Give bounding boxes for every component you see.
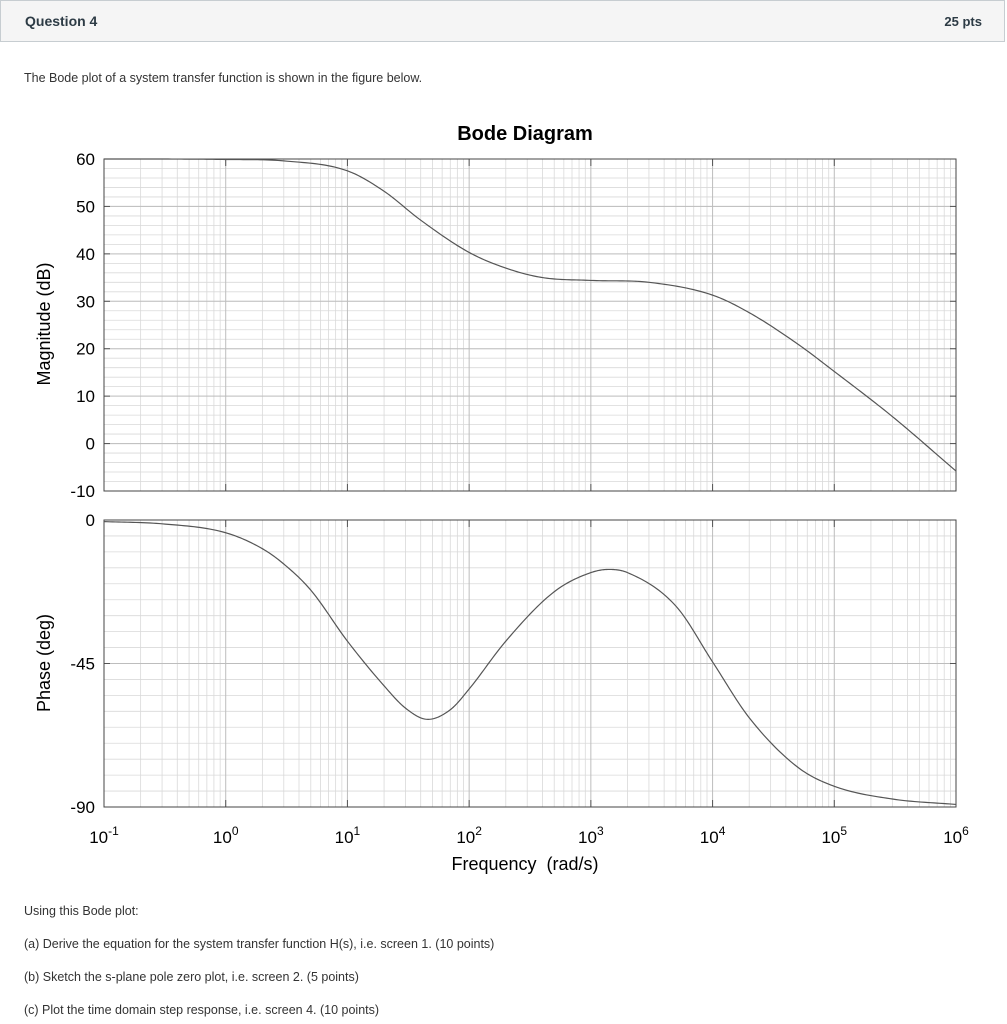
question-points: 25 pts (944, 13, 982, 29)
chart-title: Bode Diagram (457, 123, 593, 145)
part-c-text: (c) Plot the time domain step response, i.e. screen 4. (10 points) (24, 1003, 380, 1017)
xtick-label: $10^2$ (456, 824, 482, 847)
xtick-exponent: 3 (596, 824, 604, 838)
xtick-label: $10^4$ (699, 824, 726, 847)
magnitude-ytick-label: 60 (76, 150, 95, 169)
xtick-label: $10^6$ (943, 824, 969, 847)
xtick-label: $10^0$ (212, 824, 239, 847)
magnitude-ytick-label: 10 (76, 387, 95, 407)
xtick-exponent: 1 (353, 824, 361, 838)
magnitude-ytick-label: 50 (76, 197, 95, 217)
magnitude-ytick-label: 30 (76, 292, 95, 312)
bode-plot-svg (0, 100, 1007, 890)
xtick-exponent: 4 (718, 824, 726, 838)
phase-axis-label: Phase (deg) (34, 613, 54, 713)
xtick-exponent: 6 (962, 824, 969, 838)
question-prompt: The Bode plot of a system transfer function is shown in the figure below. (24, 71, 423, 85)
magnitude-ytick-label: 40 (76, 244, 95, 264)
xtick-exponent: 2 (475, 824, 482, 838)
phase-ytick-label: -45 (70, 654, 95, 674)
magnitude-plot-area (104, 159, 956, 491)
xtick-label: $10^5$ (821, 824, 848, 847)
xtick-exponent: -1 (108, 824, 119, 838)
phase-panel (70, 511, 969, 847)
phase-ytick-label: 0 (85, 511, 95, 530)
magnitude-ytick-label: 0 (85, 434, 95, 454)
xtick-exponent: 5 (840, 824, 848, 838)
xtick-label: $10^3$ (578, 824, 604, 847)
magnitude-ytick-label: -10 (70, 482, 95, 501)
question-title: Question 4 (25, 13, 98, 29)
xtick-label: $10^1$ (334, 824, 361, 847)
xtick-exponent: 0 (231, 824, 239, 838)
part-b-text: (b) Sketch the s-plane pole zero plot, i.e. screen 2. (5 points) (24, 970, 359, 984)
bode-figure (0, 100, 1007, 890)
phase-ytick-label: -90 (70, 798, 95, 817)
magnitude-ytick-label: 20 (76, 339, 95, 359)
magnitude-panel (70, 150, 956, 501)
part-a-text: (a) Derive the equation for the system transfer function H(s), i.e. screen 1. (10 points) (24, 937, 495, 951)
question-header (0, 0, 1005, 42)
frequency-axis-label: Frequency (rad/s) (451, 854, 599, 874)
xtick-label: $10^{-1}$ (89, 824, 119, 847)
magnitude-axis-label: Magnitude (dB) (34, 262, 54, 386)
followup-intro: Using this Bode plot: (24, 904, 139, 918)
